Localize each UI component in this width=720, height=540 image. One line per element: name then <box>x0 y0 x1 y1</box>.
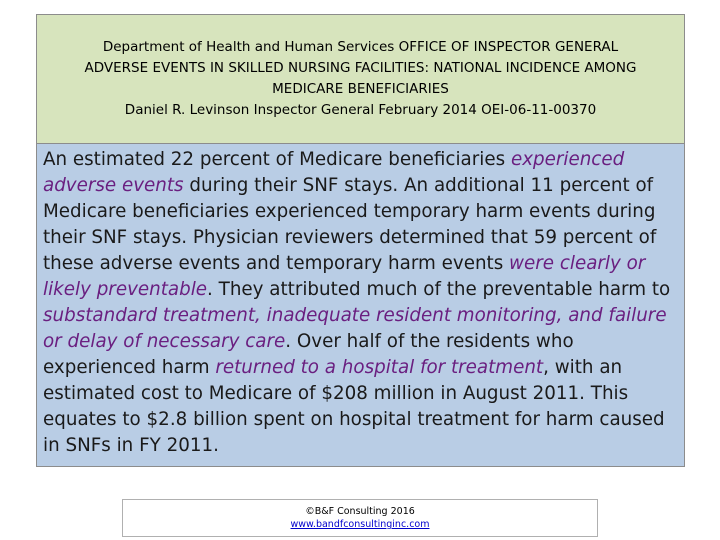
footer-credit <box>122 499 598 537</box>
summary-text: . Over half of the residents who experienced harm <box>43 331 574 378</box>
summary-text: , with an estimated cost to Medicare of $208 million in August 2011. This equates to $2.8 billion spent on hospital treatment for harm caused in SNFs in FY 2011. <box>43 357 665 456</box>
highlight-hospital: returned to a hospital for treatment <box>215 357 544 378</box>
copyright-text: ©B&F Consulting 2016 <box>305 506 415 517</box>
summary-text: An estimated 22 percent of Medicare beneficiaries <box>43 149 511 170</box>
summary-text: during their SNF stays. An additional 11 percent of Medicare beneficiaries experienced temporary harm events during their SNF stays. Physician reviewers determined that 59 percent of these adverse events and temporary harm events <box>43 175 657 274</box>
header-author-line: Daniel R. Levinson Inspector General February 2014 OEI-06-11-00370 <box>124 102 597 118</box>
header-title-line-2: MEDICARE BENEFICIARIES <box>272 81 449 97</box>
header-title-line: ADVERSE EVENTS IN SKILLED NURSING FACILITIES: NATIONAL INCIDENCE AMONG <box>84 60 637 76</box>
website-link[interactable]: www.bandfconsultinginc.com <box>290 519 430 530</box>
summary-text: . They attributed much of the preventable harm to <box>207 279 671 300</box>
highlight-causes: substandard treatment, inadequate resident monitoring, and failure or delay of necessary care <box>43 305 667 352</box>
report-header <box>36 14 685 144</box>
summary-box <box>36 144 685 467</box>
summary-paragraph <box>43 147 678 459</box>
highlight-adverse-events: experienced adverse events <box>43 149 625 196</box>
highlight-preventable: were clearly or likely preventable <box>43 253 646 300</box>
header-department-line: Department of Health and Human Services OFFICE OF INSPECTOR GENERAL <box>102 39 619 55</box>
